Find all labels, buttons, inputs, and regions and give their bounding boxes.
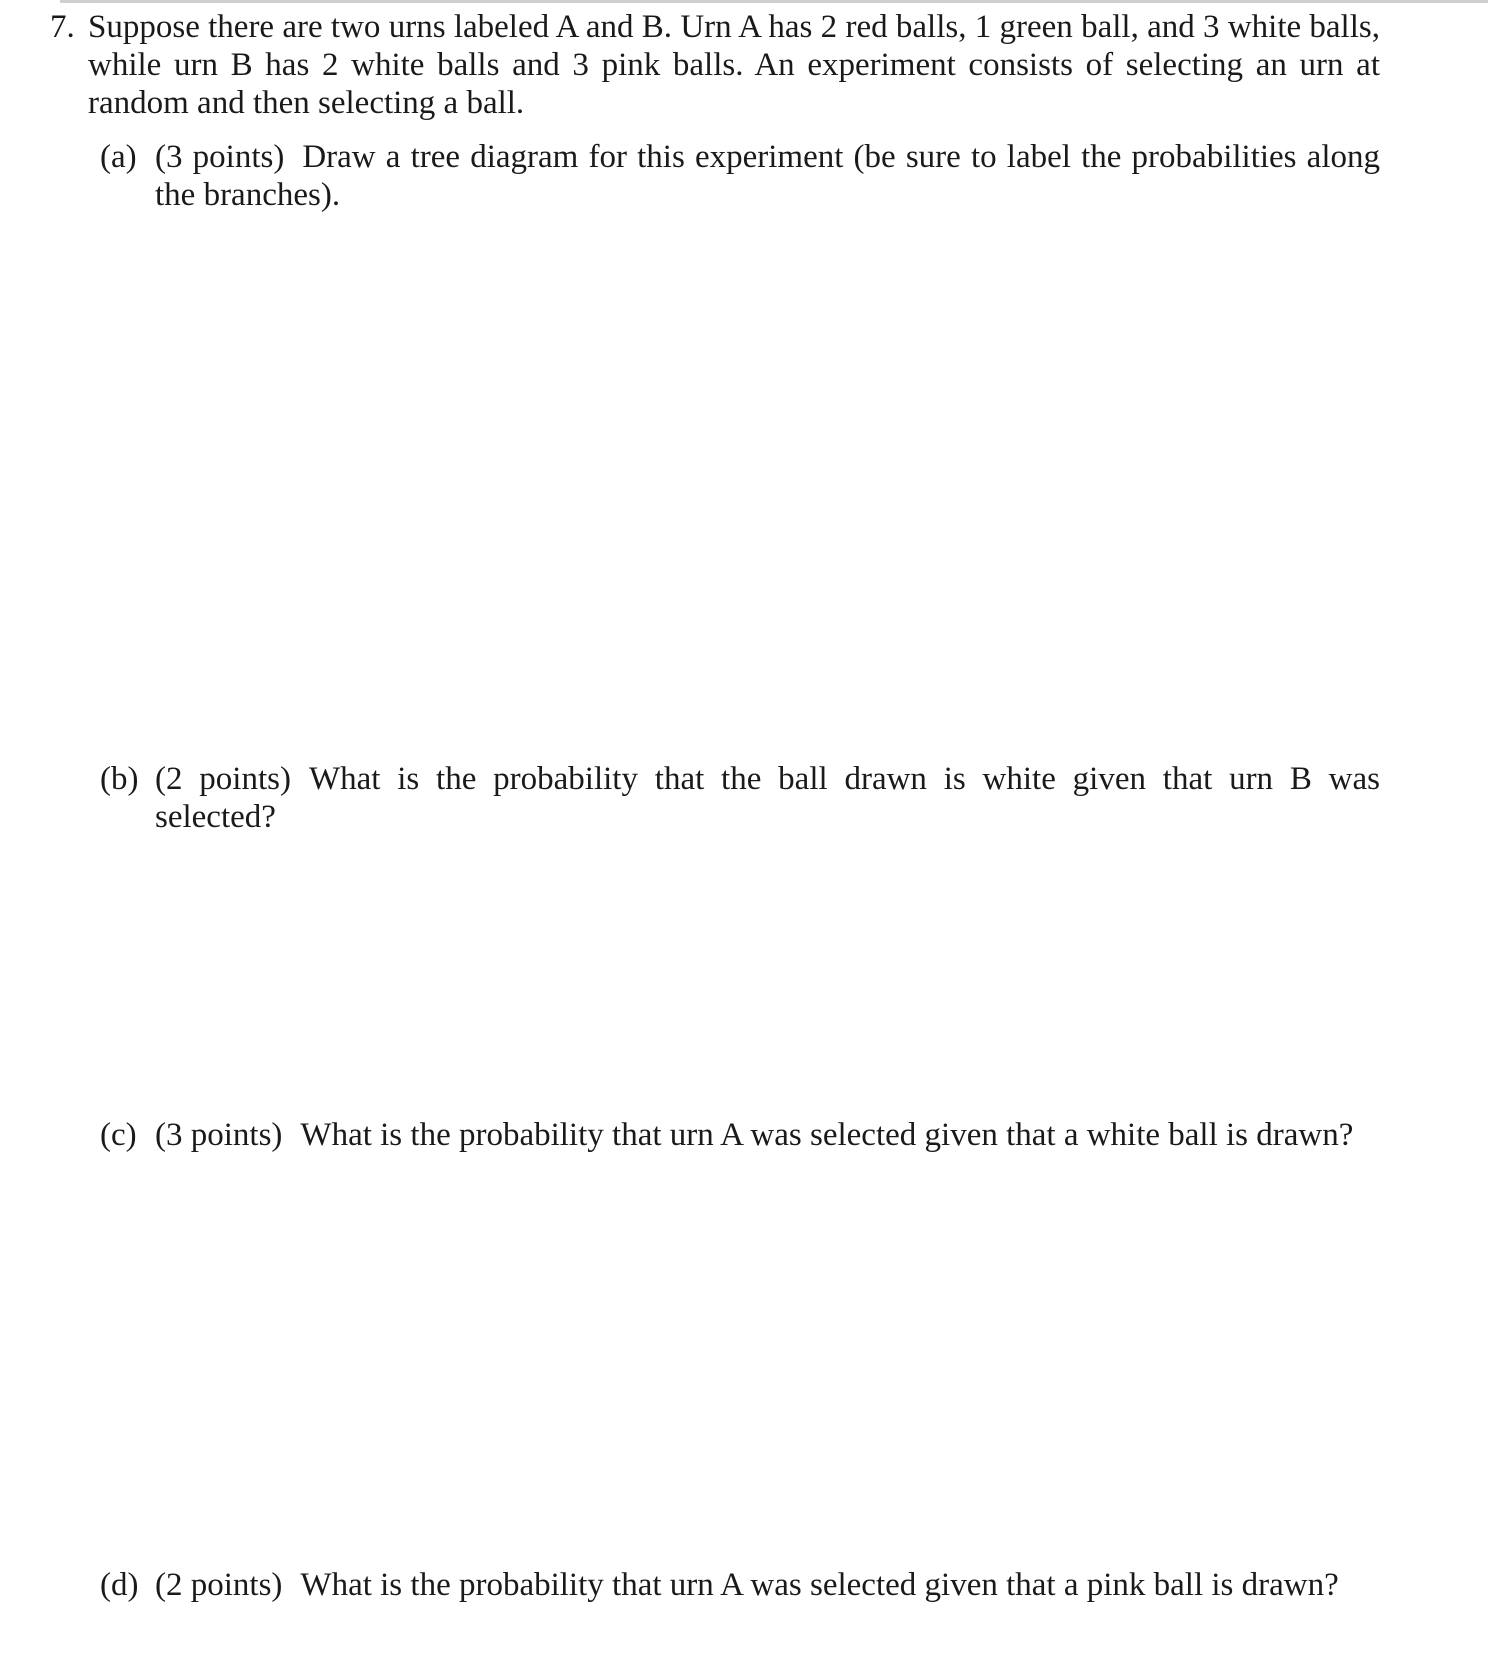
part-a-body	[155, 138, 1380, 214]
part-b	[100, 760, 1380, 836]
part-d	[100, 1566, 1380, 1604]
problem-7	[50, 8, 1380, 122]
part-d-body	[155, 1566, 1380, 1604]
part-d-label: (d)	[100, 1567, 139, 1603]
part-d-points: (2 points)	[155, 1567, 283, 1603]
part-c-label: (c)	[100, 1117, 137, 1153]
part-c	[100, 1116, 1380, 1154]
part-b-question: What is the probability that the ball drawn is white given that urn B was selected?	[155, 761, 1380, 835]
part-a-question: Draw a tree diagram for this experiment (be sure to label the probabilities along the branches).	[155, 139, 1380, 213]
problem-number: 7.	[50, 9, 75, 45]
part-b-label: (b)	[100, 761, 139, 797]
part-c-question: What is the probability that urn A was selected given that a white ball is drawn?	[300, 1117, 1354, 1153]
part-a-points: (3 points)	[155, 139, 285, 175]
part-a	[100, 138, 1380, 214]
part-b-points: (2 points)	[155, 761, 291, 797]
part-a-label: (a)	[100, 139, 137, 175]
part-c-points: (3 points)	[155, 1117, 283, 1153]
part-b-body	[155, 760, 1380, 836]
problem-stem: Suppose there are two urns labeled A and B. Urn A has 2 red balls, 1 green ball, and 3 white balls, while urn B has 2 white balls and 3 pink balls. An experiment consists of selecting an urn at random and then selecting a ball.	[88, 9, 1380, 121]
part-c-body	[155, 1116, 1380, 1154]
part-d-question: What is the probability that urn A was selected given that a pink ball is drawn?	[300, 1567, 1339, 1603]
top-rule	[60, 0, 1488, 3]
